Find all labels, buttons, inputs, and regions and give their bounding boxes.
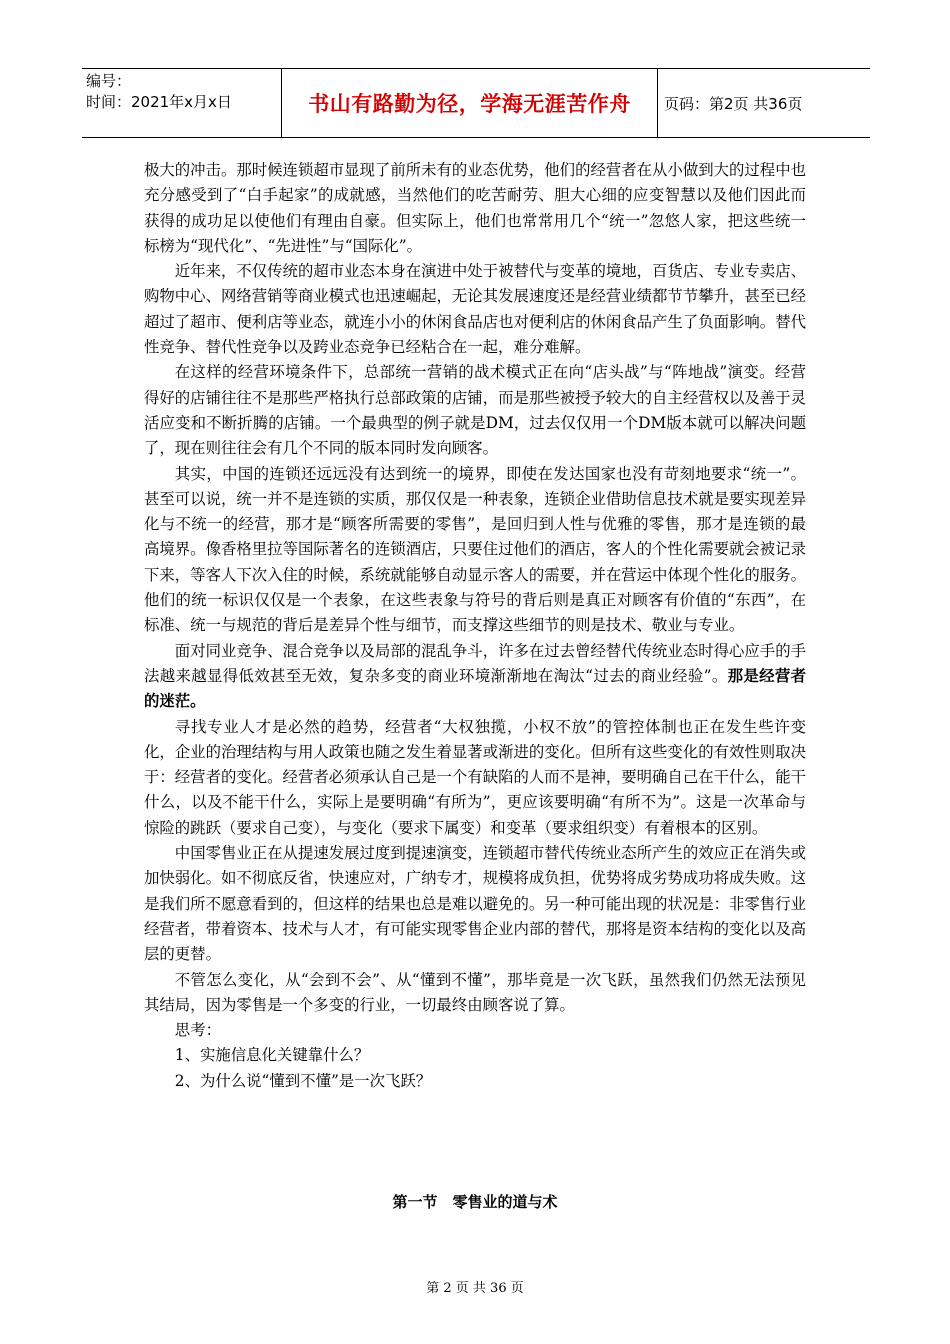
- paragraph-8: 不管怎么变化，从“会到不会”、从“懂到不懂”，那毕竟是一次飞跃，虽然我们仍然无法预见其结局，因为零售是一个多变的行业，一切最终由顾客说了算。: [144, 970, 806, 1014]
- header-motto: 书山有路勤为径，学海无涯苦作舟: [282, 69, 658, 137]
- question-2: 2、为什么说“懂到不懂”是一次飞跃？: [174, 1071, 432, 1090]
- document-number-label: 编号：: [86, 72, 132, 90]
- paragraph-5-emphasis: 那是经营者的迷茫。: [144, 666, 806, 711]
- paragraph-6: 寻找专业人才是必然的趋势，经营者“大权独揽，小权不放”的管控体制也正在发生些许变化，企业的治理结构与用人政策也随之发生着显著或渐进的变化。但所有这些变化的有效性则取决于：经营者的变化。经营者必须承认自己是一个有缺陷的人而不是神，要明确自己在干什么，能干什么，以及不能干什么，实际上是要明确“有所为”，更应该要明确“有所不为”。这是一次革命与惊险的跳跃（要求自己变），与变化（要求下属变）和变革（要求组织变）有着根本的区别。: [144, 717, 806, 837]
- header-page-info: 页码：第2页 共36页: [664, 94, 803, 113]
- paragraph-7: 中国零售业正在从提速发展过度到提速演变，连锁超市替代传统业态所产生的效应正在消失或加快弱化。如不彻底反省，快速应对，广纳专才，规模将成负担，优势将成劣势成功将成失败。这是我们所不愿意看到的，但这样的结果也总是难以避免的。另一种可能出现的状况是：非零售行业经营者，带着资本、技术与人才，有可能实现零售企业内部的替代，那将是资本结构的变化以及高层的更替。: [144, 844, 806, 964]
- paragraph-2: 近年来，不仅传统的超市业态本身在演进中处于被替代与变革的境地，百货店、专业专卖店、购物中心、网络营销等商业模式也迅速崛起，无论其发展速度还是经营业绩都节节攀升，甚至已经超过了超市、便利店等业态，就连小小的休闲食品店也对便利店的休闲食品产生了负面影响。替代性竞争、替代性竞争以及跨业态竞争已经粘合在一起，难分难解。: [144, 262, 806, 357]
- paragraph-5-text: 面对同业竞争、混合竞争以及局部的混乱争斗，许多在过去曾经替代传统业态时得心应手的手法越来越显得低效甚至无效，复杂多变的商业环境渐渐地在淘汰“过去的商业经验”。: [144, 641, 806, 685]
- paragraph-1: 极大的冲击。那时候连锁超市显现了前所未有的业态优势，他们的经营者在从小做到大的过程中也充分感受到了“白手起家”的成就感，当然他们的吃苦耐劳、胆大心细的应变智慧以及他们因此而获得的成功足以使他们有理由自豪。但实际上，他们也常常用几个“统一”忽悠人家，把这些统一标榜为“现代化”、“先进性”与“国际化”。: [144, 161, 806, 255]
- header-meta: [82, 69, 282, 137]
- question-1: 1、实施信息化关键靠什么？: [174, 1046, 370, 1065]
- paragraph-5: [144, 639, 806, 715]
- document-body: [144, 158, 806, 1094]
- think-label: 思考：: [174, 1021, 221, 1040]
- paragraph-4: 其实，中国的连锁还远远没有达到统一的境界，即使在发达国家也没有苛刻地要求“统一”。甚至可以说，统一并不是连锁的实质，那仅仅是一种表象，连锁企业借助信息技术就是要实现差异化与不统一的经营，那才是“顾客所需要的零售”，是回归到人性与优雅的零售，那才是连锁的最高境界。像香格里拉等国际著名的连锁酒店，只要住过他们的酒店，客人的个性化需要就会被记录下来，等客人下次入住的时候，系统就能够自动显示客人的需要，并在营运中体现个性化的服务。他们的统一标识仅仅是一个表象，在这些表象与符号的背后则是真正对顾客有价值的“东西”，在标准、统一与规范的背后是差异个性与细节，而支撑这些细节的则是技术、敬业与专业。: [144, 464, 806, 635]
- paragraph-3: 在这样的经营环境条件下，总部统一营销的战术模式正在向“店头战”与“阵地战”演变。经营得好的店铺往往不是那些严格执行总部政策的店铺，而是那些被授予较大的自主经营权以及善于灵活应变和不断折腾的店铺。一个最典型的例子就是DM，过去仅仅用一个DM版本就可以解决问题了，现在则往往会有几个不同的版本同时发向顾客。: [144, 363, 806, 458]
- section-title: 第一节 零售业的道与术: [392, 1193, 558, 1211]
- page-footer: 第 2 页 共 36 页: [426, 1281, 524, 1296]
- page-header: [82, 68, 870, 138]
- document-time-label: 时间：2021年x月x日: [86, 93, 232, 111]
